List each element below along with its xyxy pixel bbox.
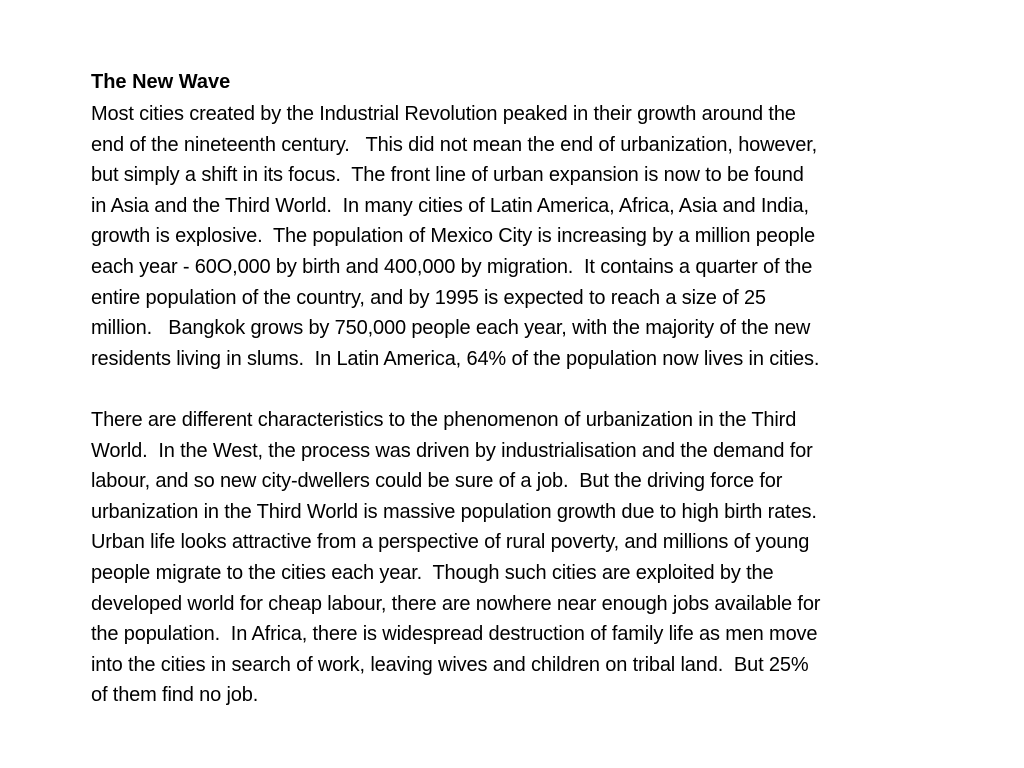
text-line: developed world for cheap labour, there are nowhere near enough jobs available for bbox=[91, 592, 821, 615]
paragraph-2 bbox=[91, 405, 975, 711]
text-line: labour, and so new city-dwellers could be sure of a job. But the driving force for bbox=[91, 470, 783, 493]
text-line: growth is explosive. The population of Mexico City is increasing by a million people bbox=[91, 225, 815, 248]
text-line: end of the nineteenth century. This did not mean the end of urbanization, however, bbox=[91, 133, 818, 156]
text-line: million. Bangkok grows by 750,000 people each year, with the majority of the new bbox=[91, 317, 811, 340]
paragraph-1 bbox=[91, 99, 975, 374]
text-line: in Asia and the Third World. In many cities of Latin America, Africa, Asia and India, bbox=[91, 194, 809, 217]
text-line: Urban life looks attractive from a perspective of rural poverty, and millions of young bbox=[91, 531, 810, 554]
text-line: the population. In Africa, there is widespread destruction of family life as men move bbox=[91, 623, 818, 646]
text-line: Most cities created by the Industrial Revolution peaked in their growth around the bbox=[91, 103, 796, 125]
text-line: residents living in slums. In Latin America, 64% of the population now lives in cities. bbox=[91, 347, 820, 370]
text-line: but simply a shift in its focus. The front line of urban expansion is now to be found bbox=[91, 164, 804, 187]
text-line: World. In the West, the process was driven by industrialisation and the demand for bbox=[91, 439, 813, 462]
paragraph-spacer bbox=[91, 374, 975, 405]
text-line: entire population of the country, and by 1995 is expected to reach a size of 25 bbox=[91, 286, 766, 309]
slide-content bbox=[91, 70, 975, 711]
text-line: into the cities in search of work, leaving wives and children on tribal land. But 25% bbox=[91, 653, 809, 676]
slide-title: The New Wave bbox=[91, 71, 231, 93]
text-line: There are different characteristics to the phenomenon of urbanization in the Third bbox=[91, 408, 797, 431]
text-line: urbanization in the Third World is massive population growth due to high birth rates. bbox=[91, 500, 817, 523]
text-line: each year - 60O,000 by birth and 400,000 by migration. It contains a quarter of the bbox=[91, 255, 813, 278]
text-line: people migrate to the cities each year. Though such cities are exploited by the bbox=[91, 561, 774, 584]
text-line: of them find no job. bbox=[91, 684, 259, 707]
